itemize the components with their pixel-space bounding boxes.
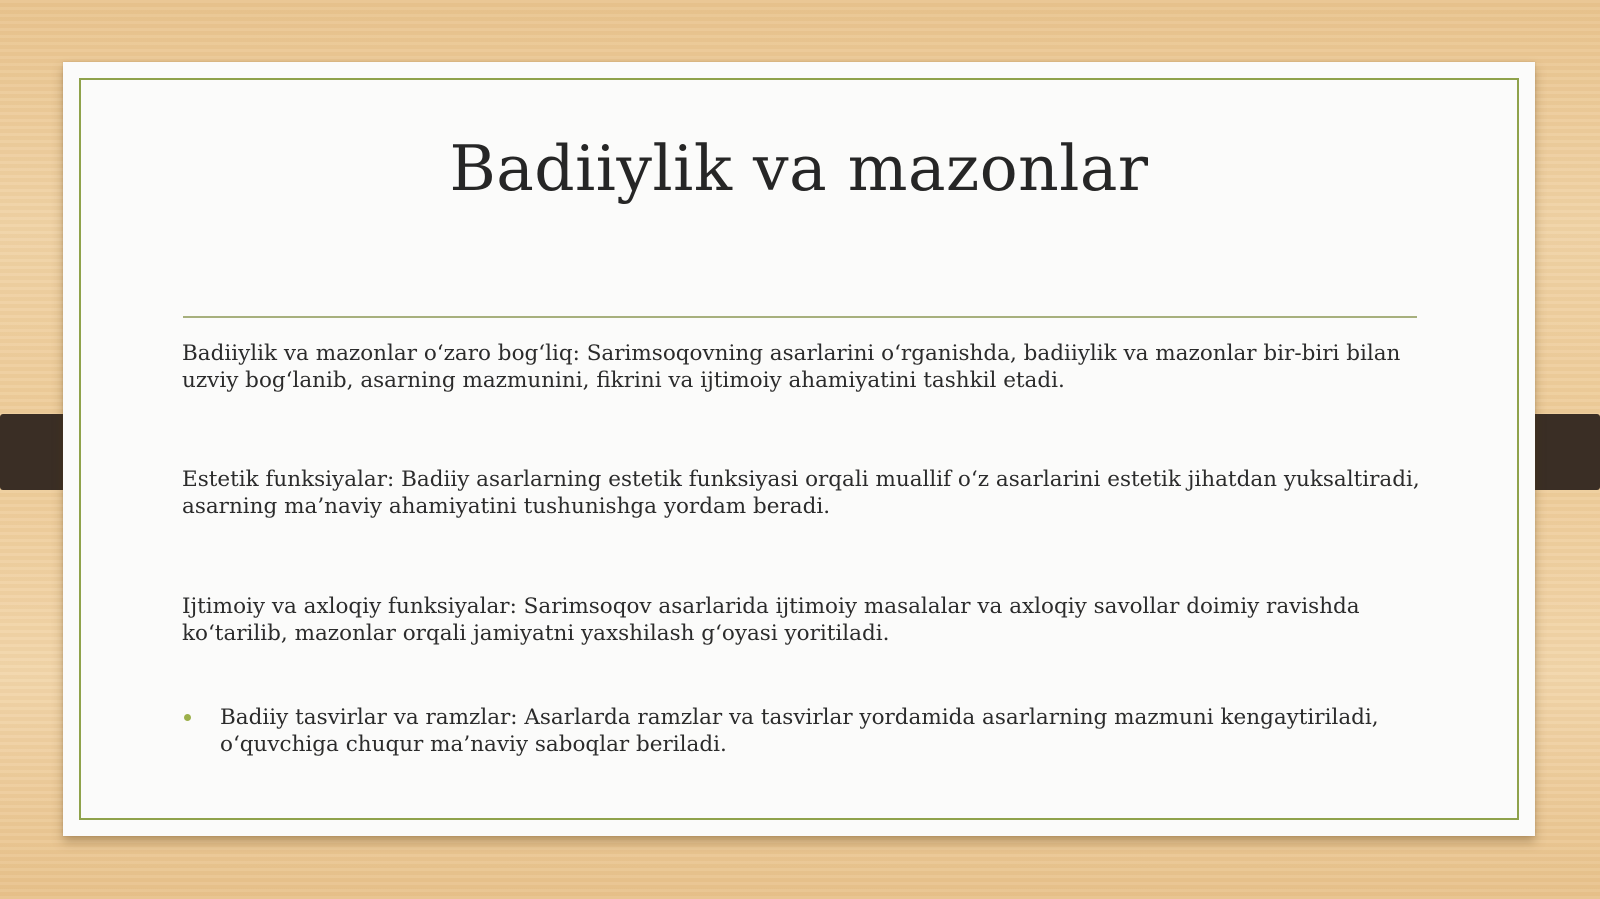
- paragraph-relationship: Badiiylik va mazonlar o‘zaro bog‘liq: Sarimsoqovning asarlarini o‘rganishda, badiiylik va mazonlar bir-biri bilan uzviy bog‘lanib, asarning mazmunini, fikrini va ijtimoiy ahamiyatini tashkil etadi.: [182, 341, 1401, 393]
- title-divider: [183, 316, 1417, 318]
- slide: [63, 62, 1535, 836]
- slide-title: Badiiylik va mazonlar: [449, 132, 1149, 205]
- paragraph-social-moral-functions: Ijtimoiy va axloqiy funksiyalar: Sarimsoqov asarlarida ijtimoiy masalalar va axloqiy savollar doimiy ravishda ko‘tarilib, mazonlar orqali jamiyatni yaxshilash g‘oyasi yoritiladi.: [182, 594, 1360, 646]
- paragraph-aesthetic-functions: Estetik funksiyalar: Badiiy asarlarning estetik funksiyasi orqali muallif o‘z asarlarini estetik jihatdan yuksaltiradi, asarning ma’naviy ahamiyatini tushunishga yordam beradi.: [182, 467, 1420, 519]
- bullet-dot-icon: [184, 714, 191, 721]
- bullet-item: [182, 704, 1422, 758]
- bullet-text: Badiiy tasvirlar va ramzlar: Asarlarda ramzlar va tasvirlar yordamida asarlarning mazmuni kengaytiriladi, o‘quvchiga chuqur ma’naviy saboqlar beriladi.: [220, 705, 1379, 757]
